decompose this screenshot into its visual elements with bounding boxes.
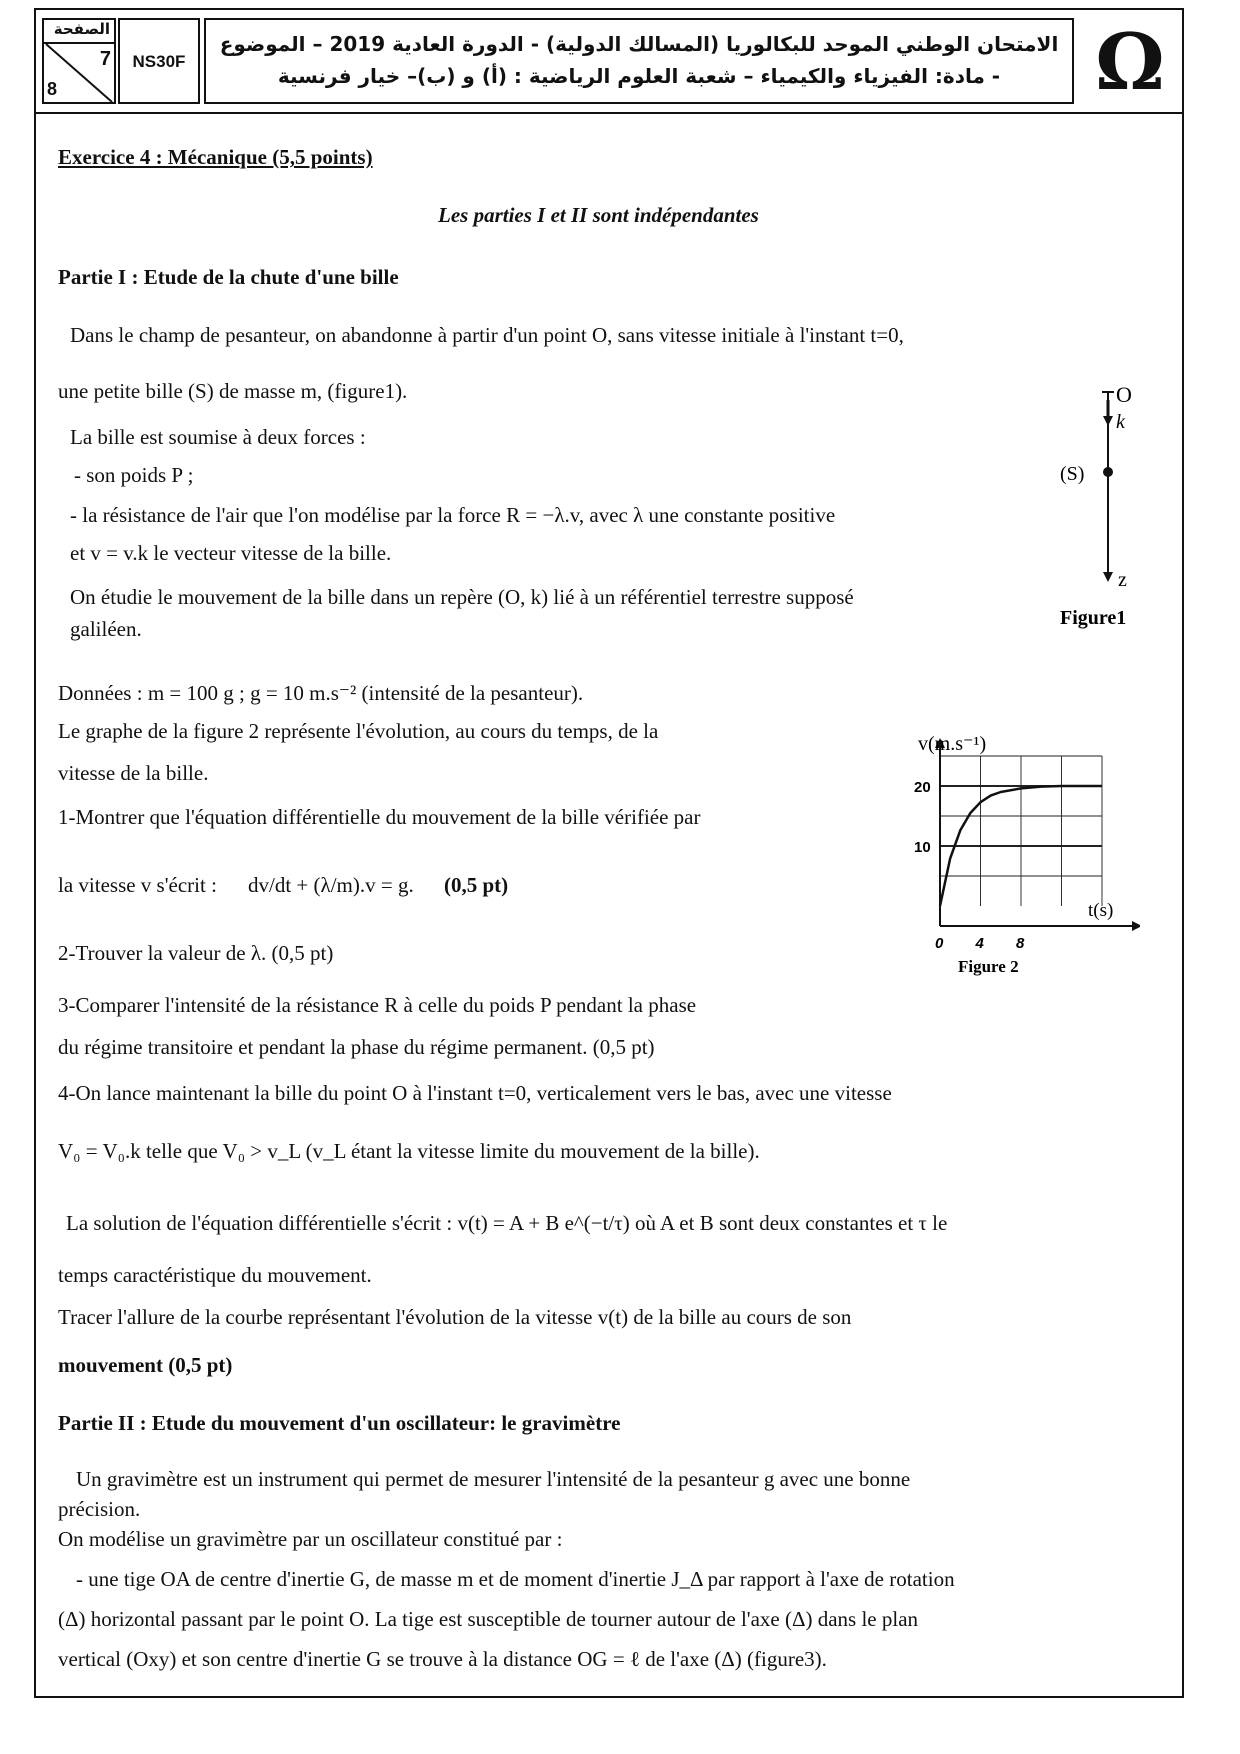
page-total: 8 bbox=[47, 79, 58, 99]
x-axis-arrow bbox=[1132, 921, 1140, 931]
force-weight: - son poids P ; bbox=[74, 463, 194, 487]
graph-intro-2: vitesse de la bille. bbox=[58, 761, 209, 785]
question-4c: La solution de l'équation différentielle s'écrit : v(t) = A + B e^(−t/τ) où A et B sont deux constantes et τ le bbox=[66, 1211, 948, 1235]
part1-intro-2: une petite bille (S) de masse m, (figure1). bbox=[58, 379, 408, 403]
exam-code: NS30F bbox=[118, 18, 200, 104]
part2-paragraph-1a: Un gravimètre est un instrument qui permet de mesurer l'intensité de la pesanteur g avec une bonne bbox=[76, 1467, 911, 1491]
figure1-diagram bbox=[1050, 380, 1150, 640]
page-number: 7 bbox=[99, 48, 111, 70]
x-tick-label: 4 bbox=[975, 935, 984, 952]
omega-logo-icon: Ω bbox=[1095, 17, 1165, 108]
forces-intro: La bille est soumise à deux forces : bbox=[70, 425, 366, 449]
y-tick-label: 20 bbox=[914, 779, 931, 796]
exam-header bbox=[36, 12, 1182, 112]
page-label: الصفحة bbox=[44, 20, 114, 44]
exercise-title: Exercice 4 : Mécanique (5,5 points) bbox=[58, 145, 373, 169]
question-3a: 3-Comparer l'intensité de la résistance R à celle du poids P pendant la phase bbox=[58, 993, 697, 1017]
header-divider bbox=[34, 112, 1184, 114]
question-1a: 1-Montrer que l'équation différentielle du mouvement de la bille vérifiée par bbox=[58, 805, 701, 829]
fig1-caption: Figure1 bbox=[1060, 607, 1127, 629]
frame-line-1: On étudie le mouvement de la bille dans un repère (O, k) lié à un référentiel terrestre supposé bbox=[70, 585, 854, 609]
chart-xlabel: t(s) bbox=[1088, 900, 1114, 921]
part2-title: Partie II : Etude du mouvement d'un oscillateur: le gravimètre bbox=[58, 1411, 621, 1435]
fig1-ball-label: (S) bbox=[1060, 463, 1085, 485]
chart-ylabel: v(m.s⁻¹) bbox=[918, 733, 987, 755]
chart-grid bbox=[940, 756, 1102, 906]
part2-paragraph-2: On modélise un gravimètre par un oscillateur constitué par : bbox=[58, 1527, 563, 1551]
x-tick-label: 0 bbox=[935, 935, 944, 952]
question-4f: mouvement (0,5 pt) bbox=[58, 1353, 233, 1377]
fig1-origin: O bbox=[1116, 382, 1132, 407]
page-number-box bbox=[42, 18, 116, 104]
question-1-points: (0,5 pt) bbox=[444, 873, 509, 897]
part2-paragraph-4: (Δ) horizontal passant par le point O. La tige est susceptible de tourner autour de l'axe (Δ) dans le plan bbox=[58, 1607, 919, 1631]
fig1-axis-label: z bbox=[1118, 569, 1127, 591]
velocity-def: et v = v.k le vecteur vitesse de la bille. bbox=[70, 541, 392, 565]
question-1b: la vitesse v s'écrit : bbox=[58, 873, 217, 897]
exam-title-box bbox=[204, 18, 1074, 104]
fig1-unit-vector: k bbox=[1116, 411, 1125, 433]
part2-paragraph-5: vertical (Oxy) et son centre d'inertie G se trouve à la distance OG = ℓ de l'axe (Δ) (figure3). bbox=[58, 1647, 827, 1671]
y-tick-label: 10 bbox=[914, 839, 931, 856]
part1-title: Partie I : Etude de la chute d'une bille bbox=[58, 265, 399, 289]
data-line: Données : m = 100 g ; g = 10 m.s⁻² (intensité de la pesanteur). bbox=[58, 681, 584, 705]
ball-icon bbox=[1103, 467, 1113, 477]
question-4b: V₀ = V₀.k telle que V₀ > v_L (v_L étant la vitesse limite du mouvement de la bille). bbox=[58, 1139, 760, 1163]
x-tick-label: 8 bbox=[1016, 935, 1025, 952]
graph-intro-1: Le graphe de la figure 2 représente l'évolution, au cours du temps, de la bbox=[58, 719, 659, 743]
part2-paragraph-1b: précision. bbox=[58, 1497, 141, 1521]
question-3b: du régime transitoire et pendant la phase du régime permanent. (0,5 pt) bbox=[58, 1035, 655, 1059]
question-4d: temps caractéristique du mouvement. bbox=[58, 1263, 372, 1287]
exam-title-line1: الامتحان الوطني الموحد للبكالوريا (المسالك الدولية) - الدورة العادية 2019 – الموضوع bbox=[219, 32, 1059, 56]
exam-title-line2: - مادة: الفيزياء والكيمياء – شعبة العلوم الرياضية : (أ) و (ب)– خيار فرنسية bbox=[277, 64, 1001, 88]
force-air: - la résistance de l'air que l'on modélise par la force R = −λ.v, avec λ une constante positive bbox=[70, 503, 836, 527]
frame-line-2: galiléen. bbox=[70, 617, 142, 641]
question-4a: 4-On lance maintenant la bille du point O à l'instant t=0, verticalement vers le bas, avec une vitesse bbox=[58, 1081, 892, 1105]
figure2-chart bbox=[870, 728, 1140, 988]
part1-intro-1: Dans le champ de pesanteur, on abandonne à partir d'un point O, sans vitesse initiale à l'instant t=0, bbox=[70, 323, 904, 347]
question-1-equation: dv/dt + (λ/m).v = g. bbox=[248, 873, 414, 897]
chart-caption: Figure 2 bbox=[958, 957, 1019, 976]
question-2: 2-Trouver la valeur de λ. (0,5 pt) bbox=[58, 941, 334, 965]
parts-note: Les parties I et II sont indépendantes bbox=[438, 203, 759, 227]
part2-paragraph-3: - une tige OA de centre d'inertie G, de masse m et de moment d'inertie J_Δ par rapport à l'axe de rotation bbox=[76, 1567, 955, 1591]
question-4e: Tracer l'allure de la courbe représentant l'évolution de la vitesse v(t) de la bille au cours de son bbox=[58, 1305, 852, 1329]
